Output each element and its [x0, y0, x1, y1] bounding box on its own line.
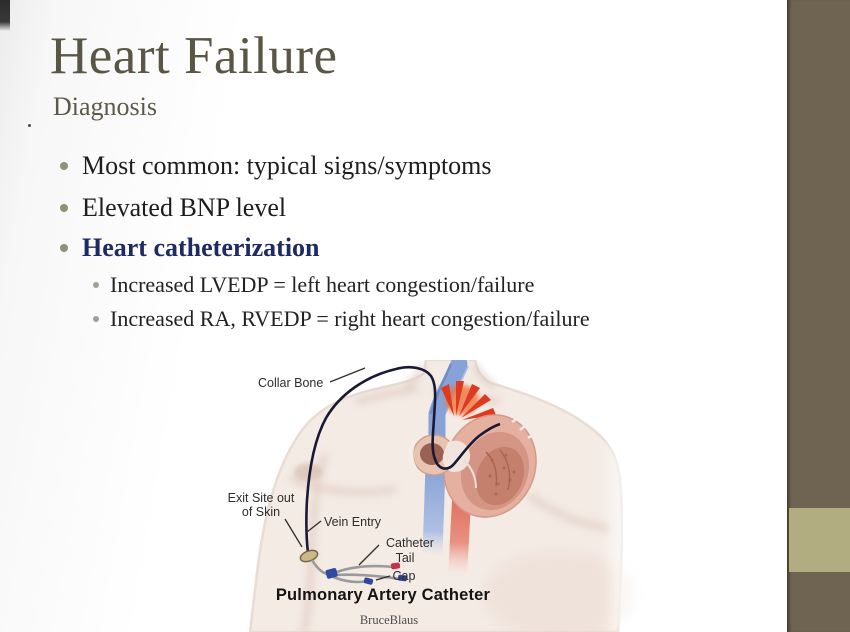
- sub-bullet-text: Increased RA, RVEDP = right heart congestion/failure: [110, 306, 590, 331]
- bullet-text-emphasis: Heart catheterization: [82, 233, 320, 262]
- sub-bullet-item: [93, 306, 590, 332]
- label-vein-entry: Vein Entry: [324, 515, 381, 529]
- bullet-item-emphasis: [60, 233, 320, 263]
- bullet-dot: [60, 162, 68, 170]
- sub-bullet-text: Increased LVEDP = left heart congestion/failure: [110, 272, 535, 297]
- page-subtitle: Diagnosis: [53, 92, 157, 121]
- sidebar-khaki-accent: [789, 508, 850, 572]
- label-exit-site-line1: Exit Site out: [228, 491, 295, 505]
- label-catheter-tail-line1: Catheter: [386, 536, 434, 550]
- label-exit-site-line2: of Skin: [241, 505, 281, 519]
- figure-credit: BruceBlaus: [359, 613, 419, 627]
- figure-caption: Pulmonary Artery Catheter: [275, 586, 491, 604]
- sidebar-brown-column: [787, 0, 850, 632]
- bullet-dot: [60, 244, 68, 252]
- bullet-dot: [60, 204, 68, 212]
- label-catheter-tail-line2: Tail: [395, 551, 415, 565]
- bullet-text: Most common: typical signs/symptoms: [82, 151, 492, 180]
- anatomy-figure: [228, 360, 750, 632]
- sub-bullet-dot: [93, 282, 99, 288]
- bullet-text: Elevated BNP level: [82, 193, 287, 222]
- corner-artifact-mark: [0, 0, 10, 31]
- label-cap: Cap: [392, 569, 416, 583]
- bullet-item: [60, 193, 286, 223]
- page-title: Heart Failure: [50, 27, 338, 85]
- bullet-item: [60, 151, 492, 181]
- sub-bullet-dot: [93, 316, 99, 322]
- sub-bullet-item: [93, 272, 534, 298]
- label-collar-bone: Collar Bone: [258, 376, 324, 390]
- stray-dot: [28, 124, 31, 127]
